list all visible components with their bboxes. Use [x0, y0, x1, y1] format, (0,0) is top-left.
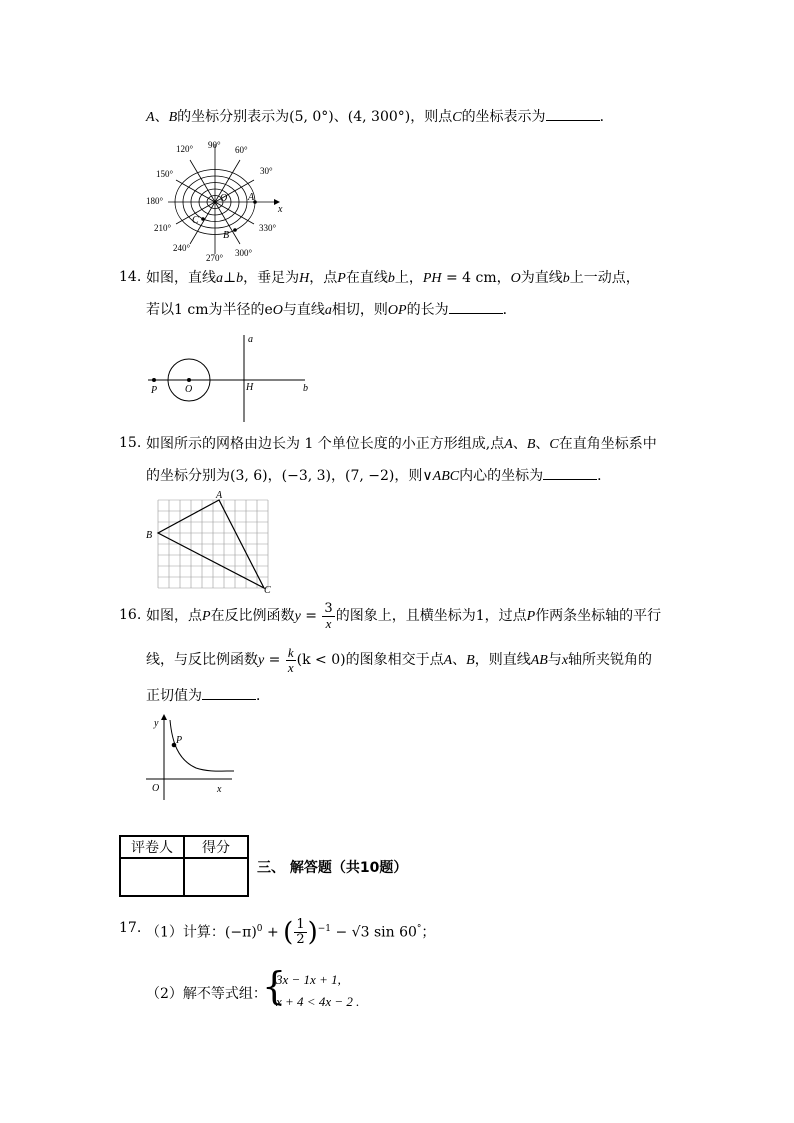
- q15-line2: 的坐标分别为(3, 6)，(−3, 3)，(7, −2)，则∨ABC内心的坐标为 ．: [146, 465, 611, 487]
- question-number: 17.: [119, 920, 142, 936]
- point-label-B: B: [223, 230, 230, 241]
- origin-label: O: [152, 783, 160, 794]
- angle-label: 300°: [235, 248, 253, 258]
- fraction: $\frac{k}{x}$: [287, 644, 294, 675]
- axis-label: x: [278, 204, 283, 215]
- point-label-A: A: [248, 192, 255, 203]
- angle-label: 210°: [154, 223, 172, 233]
- angle-label: 120°: [176, 144, 194, 154]
- q17-part1: （1）计算：$(-\pi)^0$ + ( $\frac{1}{2}$ )$^{-1}$ − √3 sin 60°；: [146, 917, 436, 948]
- question-number: 16.: [119, 607, 142, 623]
- point-label-C: C: [192, 215, 199, 226]
- q13-text: A、B的坐标分别表示为(5, 0°)、(4, 300°)，则点C的坐标表示为 ．: [146, 106, 614, 128]
- angle-label: 240°: [173, 243, 191, 253]
- grader-cell[interactable]: [120, 858, 184, 896]
- angle-label: 180°: [146, 196, 164, 206]
- score-header: 得分: [184, 836, 248, 858]
- answer-blank[interactable]: [543, 465, 597, 480]
- grader-header: 评卷人: [120, 836, 184, 858]
- polar-figure: [140, 140, 290, 264]
- q14-line2: 若以1 cm为半径的eO与直线a相切，则OP的长为 ．: [146, 299, 517, 321]
- angle-label: 150°: [156, 169, 174, 179]
- score-table: [119, 835, 249, 897]
- system-eq1: 3x − 1x + 1,: [276, 972, 341, 987]
- answer-blank[interactable]: [449, 299, 503, 314]
- fraction: $\frac{1}{2}$: [296, 917, 305, 948]
- section-heading: 三、 解答题（共10题）: [257, 860, 408, 876]
- grid-triangle-figure: [140, 488, 280, 596]
- axis-label-y: y: [154, 718, 159, 729]
- point-label-H: H: [246, 382, 254, 393]
- score-cell[interactable]: [184, 858, 248, 896]
- axis-label-x: x: [217, 784, 222, 795]
- question-number: 15.: [119, 435, 142, 451]
- answer-blank[interactable]: [546, 106, 600, 121]
- angle-label: 30°: [260, 166, 273, 176]
- q17-part2-label: （2）解不等式组：: [146, 986, 267, 1002]
- angle-label: 270°: [206, 253, 224, 263]
- fraction: $\frac{3}{x}$: [324, 600, 333, 631]
- point-label-A: A: [216, 490, 223, 501]
- angle-label: 90°: [208, 140, 221, 150]
- point-label-O: O: [185, 384, 193, 395]
- line-label-a: a: [248, 334, 253, 345]
- q16-line1: 如图，点P在反比例函数y = $\frac{3}{x}$ 的图象上，且横坐标为1，过点P作两条坐标轴的平行: [146, 600, 662, 631]
- point-label-P: P: [176, 735, 183, 746]
- q16-line3: 正切值为 ．: [146, 685, 270, 706]
- system-eq2: x + 4 < 4x − 2 .: [276, 994, 360, 1009]
- system-brace: {: [262, 964, 287, 1008]
- tangent-figure: [140, 330, 320, 425]
- point-label-P: P: [151, 385, 158, 396]
- question-number: 14.: [119, 269, 142, 285]
- angle-label: 330°: [259, 223, 277, 233]
- answer-blank[interactable]: [202, 685, 256, 700]
- q15-line1: 如图所示的网格由边长为 1 个单位长度的小正方形组成,点A、B、C在直角坐标系中: [146, 436, 657, 452]
- point-label-B: B: [146, 530, 153, 541]
- point-label-C: C: [264, 585, 271, 596]
- point-label-O: O: [220, 193, 228, 204]
- line-label-b: b: [303, 383, 308, 394]
- q14-line1: 如图，直线a⊥b，垂足为H，点P在直线b上，PH = 4 cm，O为直线b上一动点，: [146, 270, 640, 286]
- angle-label: 60°: [235, 145, 248, 155]
- q16-line2: 线，与反比例函数y = $\frac{k}{x}$ (k < 0)的图象相交于点A、B，则直线AB与x轴所夹锐角的: [146, 644, 653, 675]
- hyperbola-figure: [140, 712, 240, 802]
